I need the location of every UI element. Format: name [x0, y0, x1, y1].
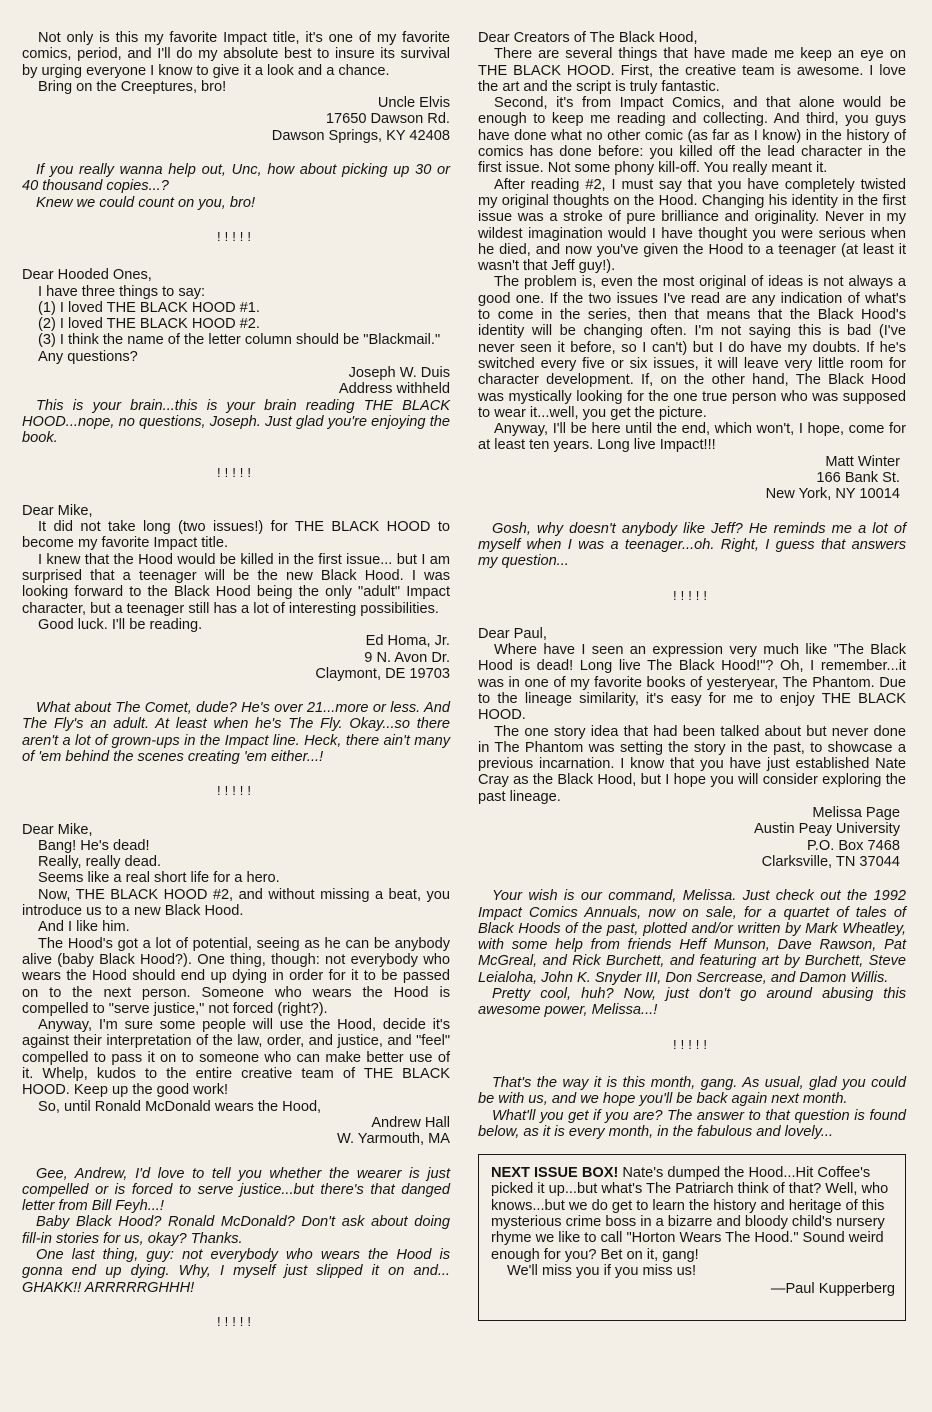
letter-uncle-elvis	[22, 30, 450, 211]
editor-reply: Gee, Andrew, I'd love to tell you whether the wearer is just compelled or is forced to serve justice...but there's that danged letter from Bill Feyh...!	[22, 1165, 450, 1215]
signature-address: 9 N. Avon Dr.	[364, 649, 450, 666]
right-column	[478, 30, 906, 1321]
section-divider: !!!!!	[672, 1036, 712, 1052]
letter-paragraph: Good luck. I'll be reading.	[38, 616, 203, 633]
signature-city: New York, NY 10014	[765, 486, 900, 503]
next-issue-box	[478, 1154, 906, 1321]
signature-address: 166 Bank St.	[816, 470, 900, 487]
editor-reply: This is your brain...this is your brain reading THE BLACK HOOD...nope, no questions, Joseph. Just glad you're enjoying the book.	[22, 397, 450, 447]
letter-paragraph: Second, it's from Impact Comics, and that alone would be enough to keep me reading and collecting. And third, you guys have done what no other comic (as far as I know) in the history of comics has done before: you killed off the lead character in the first issue. Not some phony kill-off. You really meant it.	[478, 95, 906, 177]
salutation: Dear Mike,	[22, 502, 93, 519]
letter-paragraph: Now, THE BLACK HOOD #2, and without missing a beat, you introduce us to a new Black Hood.	[22, 886, 450, 920]
signature-city: W. Yarmouth, MA	[336, 1131, 450, 1148]
signature-address: 17650 Dawson Rd.	[325, 111, 450, 128]
letter-joseph-duis	[22, 267, 450, 446]
editor-reply: Gosh, why doesn't anybody like Jeff? He reminds me a lot of myself when I was a teenager...oh. Right, I guess that answers my question...	[478, 520, 906, 570]
letter-paragraph: There are several things that have made me keep an eye on THE BLACK HOOD. First, the creative team is awesome. I love the art and the script is truly fantastic.	[478, 46, 906, 95]
section-divider: !!!!!	[216, 464, 256, 480]
section-divider: !!!!!	[216, 228, 256, 244]
letter-paragraph: And I like him.	[38, 919, 130, 936]
letter-paragraph: Not only is this my favorite Impact title, it's one of my favorite comics, period, and I'll do my absolute best to insure its survival by urging everyone I know to give it a look and a chance.	[22, 30, 450, 79]
letter-paragraph: I knew that the Hood would be killed in the first issue... but I am surprised that a teenager will be the new Black Hood. I was looking forward to the Black Hood being the only "adult" Impact character, but a teenager still has a lot of interesting possibilities.	[22, 551, 450, 617]
letter-andrew-hall	[22, 822, 450, 1296]
salutation: Dear Paul,	[478, 625, 547, 642]
letter-matt-winter	[478, 30, 906, 570]
section-divider: !!!!!	[216, 1313, 256, 1329]
letter-paragraph: The problem is, even the most original of ideas is not always a good one. If the two issues I've read are any indication of what's to come in the series, then that means that the Black Hood's identity will be changing often. I'm not saying this is bad (I've never seen it before, so I can't) but I do have my doubts. If he's switched every five or six issues, it will leave very little room for character development. If, on the other hand, The Black Hood was mystically looking for the one true person who was supposed to wear it...well, you get the picture.	[478, 274, 906, 421]
list-item: (1) I loved THE BLACK HOOD #1.	[38, 299, 260, 316]
next-issue-body: Nate's dumped the Hood...Hit Coffee's picked it up...but what's The Patriarch think of that? Well, who knows...but we do get to learn the history and heritage of this mysterious crime boss in a bizarre and bloody child's nursery rhyme we like to call "Horton Wears The Hood." Sound weird enough for you? Bet on it, gang!	[491, 1165, 889, 1263]
salutation: Dear Hooded Ones,	[22, 267, 152, 284]
letter-melissa-page	[478, 626, 906, 1019]
editor-reply: Knew we could count on you, bro!	[36, 194, 256, 211]
signature-name: Andrew Hall	[371, 1114, 450, 1131]
next-issue-heading: NEXT ISSUE BOX!	[491, 1165, 619, 1182]
closing-paragraph: What'll you get if you are? The answer to that question is found below, as it is every month, in the fabulous and lovely...	[478, 1107, 906, 1140]
letter-paragraph: Any questions?	[38, 348, 138, 365]
letter-line: Seems like a real short life for a hero.	[38, 870, 280, 887]
section-divider: !!!!!	[672, 587, 712, 603]
letter-paragraph: So, until Ronald McDonald wears the Hood,	[38, 1098, 322, 1115]
closing-paragraph: That's the way it is this month, gang. As usual, glad you could be with us, and we hope you'll be back again next month.	[478, 1074, 906, 1108]
letter-paragraph: I have three things to say:	[38, 283, 206, 300]
letter-paragraph: Bring on the Creeptures, bro!	[38, 78, 227, 95]
signature-name: Ed Homa, Jr.	[365, 633, 450, 650]
letter-line: Bang! He's dead!	[38, 837, 150, 854]
letter-paragraph: (3) I think the name of the letter column should be "Blackmail."	[38, 332, 441, 349]
signature-address: P.O. Box 7468	[806, 837, 900, 854]
editor-credit: —Paul Kupperberg	[770, 1281, 895, 1298]
letter-paragraph: The Hood's got a lot of potential, seeing as he can be anybody alive (baby Black Hood?). One thing, though: not everybody who wears the Hood should end up dying in order for it to be passed on to the next person. Someone who wears the Hood is compelled to "serve justice," not forced (right?).	[22, 935, 450, 1017]
editor-reply: If you really wanna help out, Unc, how about picking up 30 or 40 thousand copies...?	[22, 162, 450, 195]
editor-reply: Your wish is our command, Melissa. Just check out the 1992 Impact Comics Annuals, now on sale, for a quartet of tales of Black Hoods of the past, plotted and/or written by Mark Wheatley, with some help from friends Heff Munson, Dave Rawson, Pat McGreal, and Rick Burchett, and featuring art by Burchett, Steve Leialoha, John K. Snyder III, Don Sercrease, and Damon Willis.	[478, 888, 906, 986]
letter-paragraph: It did not take long (two issues!) for THE BLACK HOOD to become my favorite Impact title.	[22, 519, 450, 552]
editor-reply: Pretty cool, huh? Now, just don't go around abusing this awesome power, Melissa...!	[478, 986, 906, 1019]
signature-name: Joseph W. Duis	[348, 365, 450, 382]
signature-city: Claymont, DE 19703	[315, 665, 450, 682]
list-item: (2) I loved THE BLACK HOOD #2.	[38, 316, 260, 333]
letter-ed-homa	[22, 503, 450, 765]
editor-reply: What about The Comet, dude? He's over 21...more or less. And The Fly's an adult. At least when he's The Fly. Okay...so there aren't a lot of grown-ups in the Impact line. Heck, there ain't many of 'em behind the scenes creating 'em either...!	[22, 700, 450, 765]
closing-remarks	[478, 1075, 906, 1140]
signature-address: Address withheld	[338, 381, 450, 398]
letter-line: Really, really dead.	[38, 854, 162, 871]
salutation: Dear Mike,	[22, 821, 93, 838]
signature-name: Uncle Elvis	[377, 95, 450, 112]
letter-paragraph: Anyway, I'm sure some people will use the Hood, decide it's against their interpretation of the law, order, and justice, and "feel" compelled to pass it on to someone who can make better use of it. Whelp, kudos to the entire creative team of THE BLACK HOOD. Keep up the good work!	[22, 1017, 450, 1099]
letter-paragraph: Where have I seen an expression very much like "The Black Hood is dead! Long live The Black Hood!"? Oh, I remember...it was in one of my favorite books of yesteryear, The Phantom. Due to the lineage similarity, it's easy for me to enjoy THE BLACK HOOD.	[478, 642, 906, 724]
salutation: Dear Creators of The Black Hood,	[478, 30, 698, 46]
signature-address: Austin Peay University	[754, 821, 900, 838]
signature-city: Dawson Springs, KY 42408	[271, 127, 450, 144]
editor-reply: Baby Black Hood? Ronald McDonald? Don't ask about doing fill-in stories for us, okay? Thanks.	[22, 1214, 450, 1247]
section-divider: !!!!!	[216, 783, 256, 799]
next-issue-closing: We'll miss you if you miss us!	[507, 1262, 697, 1279]
letter-paragraph: After reading #2, I must say that you have completely twisted my original thoughts on the Hood. Changing his identity in the first issue was a stroke of pure brilliance and originality. Never in my wildest imagination would I have thought you were serious when he died, and now you've given the Hood to a teenager (at least it wasn't that Jeff guy!).	[478, 176, 906, 275]
letter-paragraph: The one story idea that had been talked about but never done in The Phantom was setting the story in the past, to showcase a previous incarnation. I know that you have just established Nate Cray as the Black Hood, but I hope you will consider exploring the past lineage.	[478, 723, 906, 805]
signature-name: Melissa Page	[812, 805, 900, 822]
letter-paragraph: Anyway, I'll be here until the end, which won't, I hope, come for at least ten years. Long live Impact!!!	[478, 421, 906, 454]
signature-name: Matt Winter	[825, 453, 900, 470]
signature-city: Clarksville, TN 37044	[761, 853, 900, 870]
left-column	[22, 30, 450, 1352]
editor-reply: One last thing, guy: not everybody who wears the Hood is gonna end up dying. Why, I myself just slipped it on and... GHAKK!! ARRRRRGHHH!	[22, 1247, 450, 1296]
